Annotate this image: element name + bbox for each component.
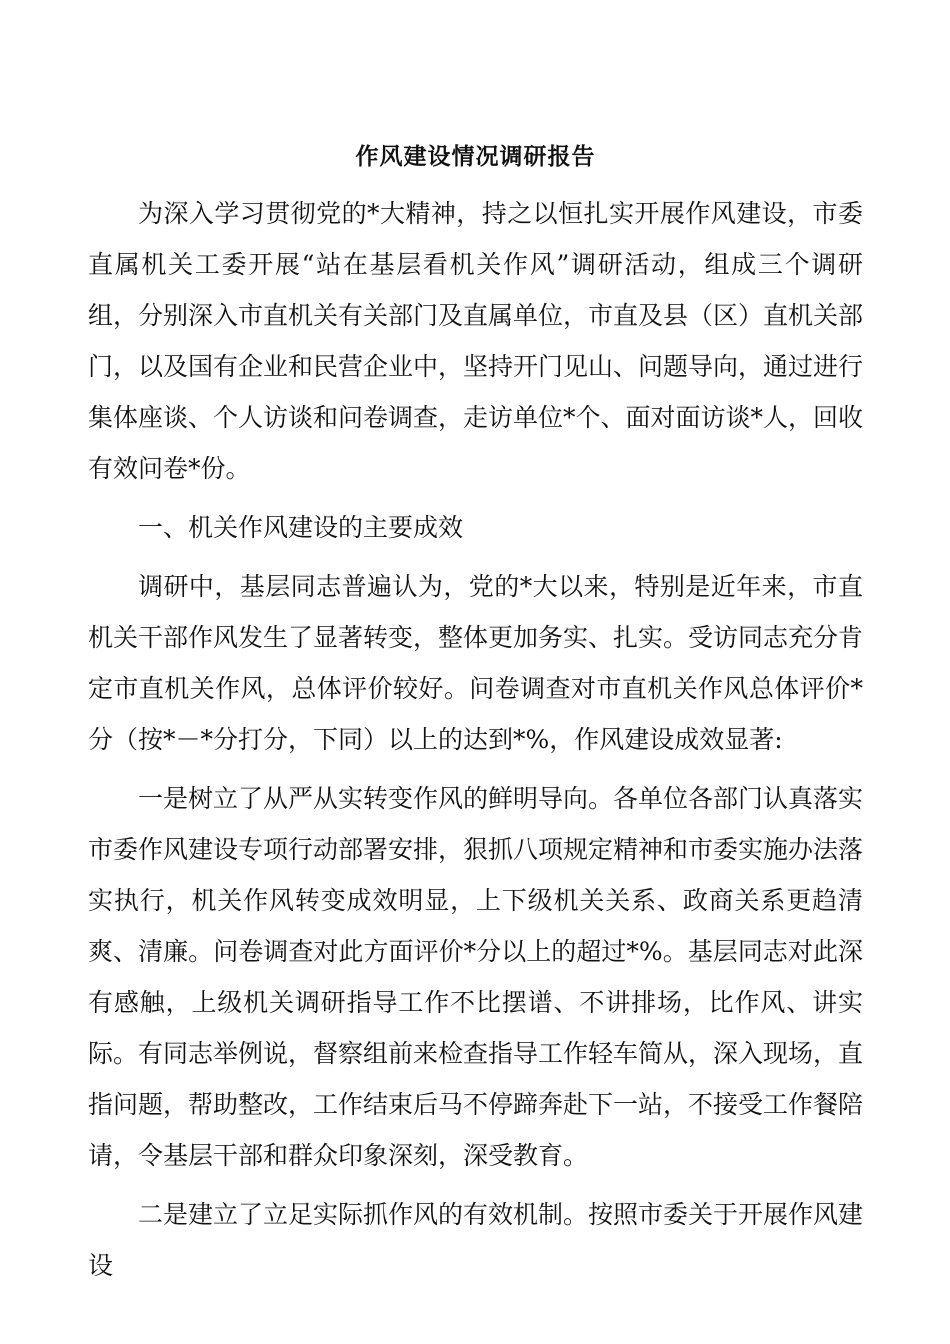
point-two-paragraph: 二是建立了立足实际抓作风的有效机制。按照市委关于开展作风建设 xyxy=(88,1200,864,1280)
point-one-paragraph: 一是树立了从严从实转变作风的鲜明导向。各单位各部门认真落实市委作风建设专项行动部署安排，狠抓八项规定精神和市委实施办法落实执行，机关作风转变成效明显，上下级机关关系、政商关系更趋清爽、清廉。问卷调查对此方面评价*分以上的超过*%。基层同志对此深有感触，上级机关调研指导工作不比摆谱、不讲排场，比作风、讲实际。有同志举例说，督察组前来检查指导工作轻车简从，深入现场，直指问题，帮助整改，工作结束后马不停蹄奔赴下一站，不接受工作餐陪请，令基层干部和群众印象深刻，深受教育。 xyxy=(88,784,864,1170)
document-page xyxy=(88,138,863,1299)
document-title: 作风建设情况调研报告 xyxy=(355,143,596,170)
intro-paragraph: 为深入学习贯彻党的*大精神，持之以恒扎实开展作风建设，市委直属机关工委开展“站在基层看机关作风”调研活动，组成三个调研组，分别深入市直机关有关部门及直属单位，市直及县（区）直机关部门，以及国有企业和民营企业中，坚持开门见山、问题导向，通过进行集体座谈、个人访谈和问卷调查，走访单位*个、面对面访谈*人，回收有效问卷*份。 xyxy=(88,199,864,483)
section-heading-achievements: 一、机关作风建设的主要成效 xyxy=(138,513,464,542)
achievements-paragraph: 调研中，基层同志普遍认为，党的*大以来，特别是近年来，市直机关干部作风发生了显著转变，整体更加务实、扎实。受访同志充分肯定市直机关作风，总体评价较好。问卷调查对市直机关作风总体评价*分（按*－*分打分，下同）以上的达到*%，作风建设成效显著: xyxy=(88,572,864,754)
